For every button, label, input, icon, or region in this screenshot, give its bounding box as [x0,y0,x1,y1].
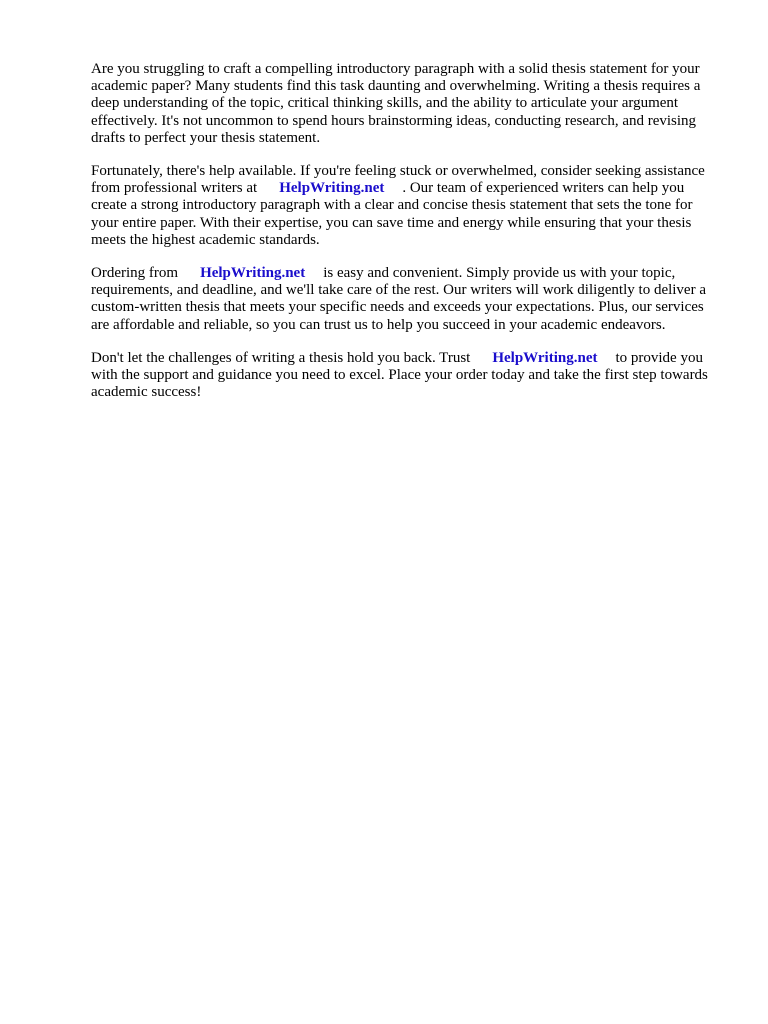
paragraph-intro [91,61,721,147]
helpwriting-link[interactable]: HelpWriting.net [492,349,598,366]
paragraph-ordering-text-before: Ordering from [91,265,179,282]
paragraph-closing [91,350,721,402]
paragraph-help-text-after: . Our team of experienced writers can help you create a strong introductory paragraph with a clear and concise thesis statement that sets the tone for your entire paper. With their expertise, you can save time and energy while ensuring that your thesis meets the highest academic standards. [91,180,693,248]
paragraph-ordering [91,265,721,334]
helpwriting-link[interactable]: HelpWriting.net [200,265,306,282]
paragraph-help-text-before: Fortunately, there's help available. If you're feeling stuck or overwhelmed, consider seeking assistance from professional writers at [91,163,705,197]
paragraph-intro-text: Are you struggling to craft a compelling introductory paragraph with a solid thesis statement for your academic paper? Many students find this task daunting and overwhelming. Writing a thesis requires a deep understanding of the topic, critical thinking skills, and the ability to articulate your argument effectively. It's not uncommon to spend hours brainstorming ideas, conducting research, and revising drafts to perfect your thesis statement. [91,61,701,146]
paragraph-closing-text-before: Don't let the challenges of writing a thesis hold you back. Trust [91,349,471,366]
paragraph-help [91,163,721,249]
paragraph-ordering-text-after: is easy and convenient. Simply provide us with your topic, requirements, and deadline, and we'll take care of the rest. Our writers will work diligently to deliver a custom-written thesis that meets your specific needs and exceeds your expectations. Plus, our services are affordable and reliable, so you can trust us to help you succeed in your academic endeavors. [91,265,706,333]
helpwriting-link[interactable]: HelpWriting.net [279,180,385,197]
document-page [91,61,721,417]
paragraph-closing-text-after: to provide you with the support and guidance you need to excel. Place your order today and take the first step towards academic success! [91,349,708,401]
